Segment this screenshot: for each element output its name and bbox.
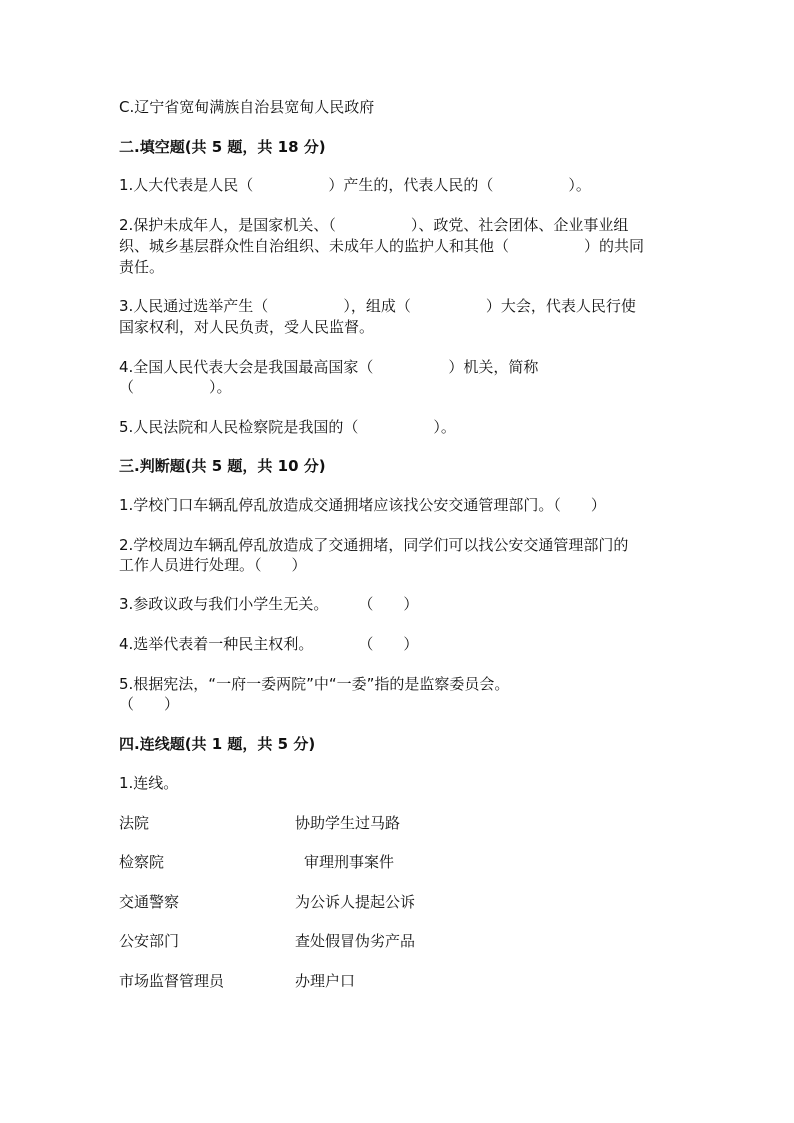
match-right-item: 为公诉人提起公诉 (295, 893, 416, 911)
match-right-item: 审理刑事案件 (304, 853, 395, 871)
match-right-item: 查处假冒伪劣产品 (295, 932, 416, 950)
section-3-heading: 三.判断题(共 5 题，共 10 分) (119, 457, 326, 475)
match-left-item: 交通警察 (119, 893, 180, 911)
section-4-heading: 四.连线题(共 1 题，共 5 分) (119, 735, 316, 753)
fill-question-2-line-2: 织、城乡基层群众性自治组织、未成年人的监护人和其他（ ）的共同 (119, 237, 645, 255)
fill-question-4-line-1: 4.全国人民代表大会是我国最高国家（ ）机关，简称 (119, 358, 539, 376)
fill-question-2-line-3: 责任。 (119, 258, 165, 276)
match-question-1: 1.连线。 (119, 774, 179, 792)
section-2-heading: 二.填空题(共 5 题，共 18 分) (119, 138, 326, 156)
judge-question-4: 4.选举代表着一种民主权利。 （ ） (119, 635, 419, 653)
judge-question-5-line-2: （ ） (119, 695, 180, 713)
fill-question-1: 1.人大代表是人民（ ）产生的，代表人民的（ ）。 (119, 176, 591, 194)
judge-question-5-line-1: 5.根据宪法，“一府一委两院”中“一委”指的是监察委员会。 (119, 675, 510, 693)
option-c: C.辽宁省宽甸满族自治县宽甸人民政府 (119, 98, 375, 116)
judge-question-3: 3.参政议政与我们小学生无关。 （ ） (119, 595, 419, 613)
fill-question-3-line-1: 3.人民通过选举产生（ ），组成（ ）大会，代表人民行使 (119, 297, 636, 315)
fill-question-3-line-2: 国家权利，对人民负责，受人民监督。 (119, 318, 375, 336)
match-left-item: 检察院 (119, 853, 165, 871)
judge-question-1: 1.学校门口车辆乱停乱放造成交通拥堵应该找公安交通管理部门。（ ） (119, 496, 606, 514)
match-right-item: 办理户口 (295, 972, 356, 990)
match-left-item: 公安部门 (119, 932, 180, 950)
fill-question-5: 5.人民法院和人民检察院是我国的（ ）。 (119, 418, 456, 436)
judge-question-2-line-2: 工作人员进行处理。（ ） (119, 556, 307, 574)
match-left-item: 市场监督管理员 (119, 972, 225, 990)
fill-question-2-line-1: 2.保护未成年人，是国家机关、（ ）、政党、社会团体、企业事业组 (119, 216, 629, 234)
fill-question-4-line-2: （ ）。 (119, 378, 232, 396)
judge-question-2-line-1: 2.学校周边车辆乱停乱放造成了交通拥堵，同学们可以找公安交通管理部门的 (119, 536, 629, 554)
match-left-item: 法院 (119, 814, 150, 832)
match-right-item: 协助学生过马路 (295, 814, 401, 832)
